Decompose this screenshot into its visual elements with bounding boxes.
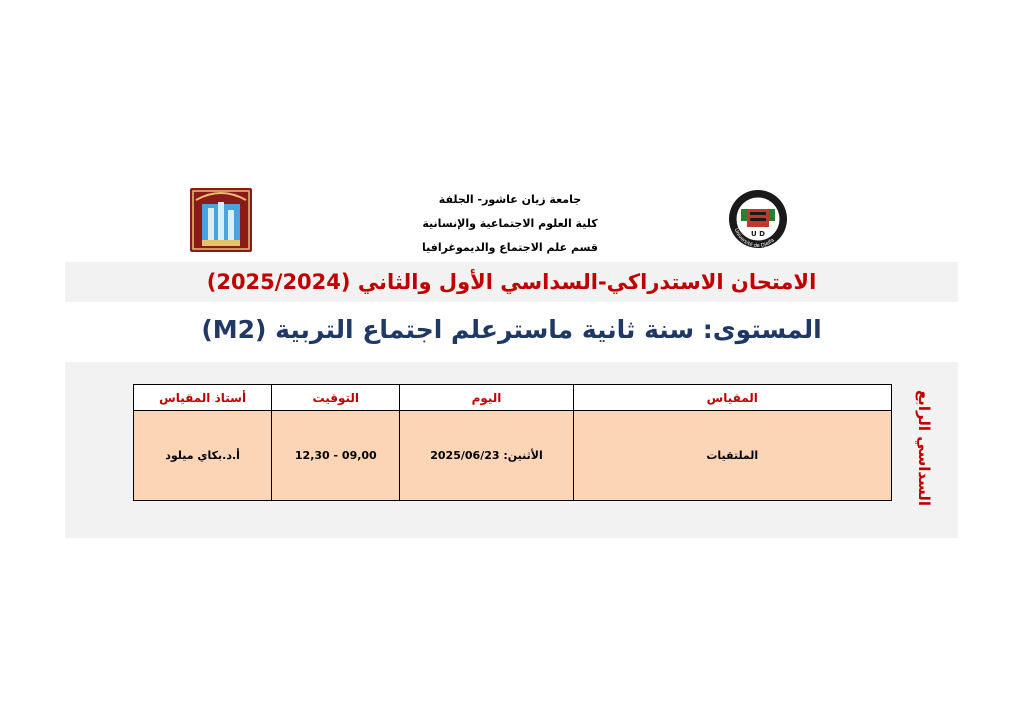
column-header-professor: أستاذ المقياس [134,385,272,411]
exam-title: الامتحان الاستدراكي-السداسي الأول والثاني (2025/2024) [206,270,817,294]
university-name: جامعة زيان عاشور- الجلفة [438,193,582,206]
column-header-day: اليوم [400,385,573,411]
faculty-name: كلية العلوم الاجتماعية والإنسانية [422,217,598,230]
department-name: قسم علم الاجتماع والديموغرافيا [422,241,598,254]
column-header-time: التوقيت [272,385,400,411]
cell-time [272,411,400,501]
cell-day: الأثنين: 2025/06/23 [400,411,573,501]
table-header-row [134,385,892,411]
faculty-logo [190,188,252,252]
table-row [134,411,892,501]
svg-text:Université de Djelfa: Université de Djelfa [732,227,776,249]
cell-module: الملتقيات [573,411,891,501]
semester-label [905,385,943,510]
semester-label-text: السداسي الرابع [915,389,933,506]
exam-schedule-table [133,384,892,501]
svg-text:U D: U D [751,230,765,238]
institution-header [395,188,625,260]
column-header-module: المقياس [573,385,891,411]
exam-title-band [65,262,958,302]
university-seal-logo [720,189,796,249]
cell-time-value: 12,30 - 09,00 [294,449,377,462]
cell-professor: أ.د.بكاي ميلود [134,411,272,501]
level-title: المستوى: سنة ثانية ماسترعلم اجتماع التربية (M2) [201,315,822,344]
